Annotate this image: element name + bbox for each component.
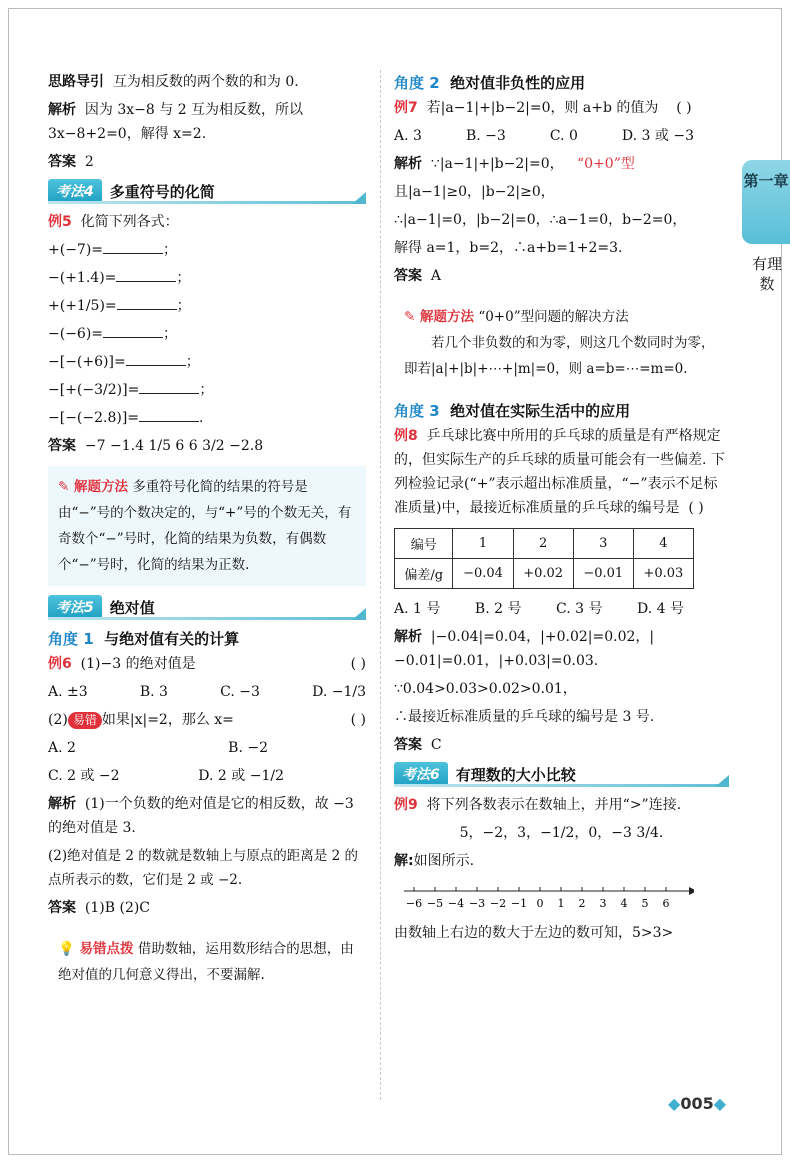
example-6-options: A. ±3 B. 3 C. −3 D. −1/3 xyxy=(48,684,366,700)
axis-tick-label: −3 xyxy=(468,897,486,910)
list-item: −(+1.4)= ； xyxy=(48,270,191,286)
analysis-6b: (2)绝对值是 2 的数就是数轴上与原点的距离是 2 的点所表示的数，它们是 2 或 −2. xyxy=(48,848,358,888)
axis-tick-label: −6 xyxy=(405,897,423,910)
answer-6: 答案 (1)B (2)C xyxy=(48,900,151,916)
example-label: 例5 xyxy=(48,214,72,230)
answer-label: 答案 xyxy=(48,154,76,170)
annotation-note: “0+0”型 xyxy=(577,156,635,172)
left-column xyxy=(48,70,366,1004)
analysis-7: 解析 ∵|a−1|+|b−2|=0， “0+0”型 xyxy=(394,156,635,172)
method-box-2: ✎ 解题方法 “0+0”型问题的解决方法 若几个非负数的和为零，则这几个数同时为零，即若|a|+|b|+⋯+|m|=0，则 a=b=⋯=m=0. xyxy=(394,296,729,390)
example-9: 例9 将下列各数表示在数轴上，并用“>”连接. xyxy=(394,797,682,813)
column-divider xyxy=(380,70,381,1100)
guide-text: 互为相反数的两个数的和为 0. xyxy=(112,74,299,90)
axis-tick-label: 6 xyxy=(662,897,670,910)
angle-2: 角度 2 绝对值非负性的应用 xyxy=(394,74,586,92)
analysis-label: 解析 xyxy=(48,102,76,118)
right-column: 角度 2 绝对值非负性的应用 例7 若|a−1|+|b−2|=0，则 a+b 的值为 ( ) A. 3 B. −3 C. 0 D. 3 或 −3 解析 ∵|a−1|+|b−2|=0， “0+0”型 且|a−1|≥0，|b−2|≥0， ∴|a−1|=0，|b−2|=0，∴a−1=0，b−2=0， 解得 a=1，b=2，∴a+b=1+2=3. 答案 A ✎ 解题方法 “0+0”型问题的解决方法 若几个非负数的和为零，则这几个数同时为零，即若|a|+|b|+⋯+|m|=0，则 a=b=⋯=m=0. 角度 3 绝对值在实际生活中的应用 例8 乒乓球比赛中所用的乒乓球的质量是有严格规定的，但实际生产的乒乓球的质量可能会有一些偏差. 下列检验记录(“+”表示超出标准质量，“−”表示不足标准质量)中，最接近标准质量的乒乓球的编号是 ( ) 编号 1 2 3 4 偏差/g −0.04 +0.02 −0.01 +0.03 A. 1 号 B. 2 号 C. 3 号 D. 4 号 解析 |−0.04|=0.04，|+0.02|=0.02，|−0.01|=0.01，|+0.03|=0.03. ∵0.04>0.03>0.02>0.01， ∴最接近标准质量的乒乓球的编号是 3 号. 答案 C 考法6 有理数的大小比较 例9 将下列各数表示在数轴上，并用“>”连接. 5，−2，3，−1/2，0，−3 3/4. 解:如图所示. −6 −5 −4 −3 −2 −1 0 1 2 3 4 5 6 由数轴上右边的数大于左边的数可知，5>3> xyxy=(394,70,729,949)
angle-3: 角度 3 绝对值在实际生活中的应用 xyxy=(394,402,631,420)
pencil-icon: ✎ xyxy=(58,479,75,495)
axis-tick-label: −4 xyxy=(447,897,465,910)
example-text: 化简下列各式： xyxy=(80,214,179,230)
list-item: −[−(+6)]= ； xyxy=(48,354,200,370)
chapter-tab[interactable]: 第一章 xyxy=(742,160,790,244)
axis-tick-label: 5 xyxy=(641,897,649,910)
solution-tail: 由数轴上右边的数大于左边的数可知，5>3> xyxy=(394,925,674,941)
triangle-icon xyxy=(352,192,366,204)
list-item: −[+(−3/2)]= ； xyxy=(48,382,214,398)
section-title: 多重符号的化简 xyxy=(109,182,215,201)
section-tag: 考法4 xyxy=(48,179,102,203)
axis-tick-label: −1 xyxy=(510,897,528,910)
number-line xyxy=(394,877,694,917)
axis-tick-label: 0 xyxy=(536,897,544,910)
section-k5: 考法5 绝对值 xyxy=(48,594,366,620)
triangle-icon xyxy=(352,608,366,620)
analysis-1 xyxy=(48,98,366,146)
analysis-text: 因为 3x−8 与 2 互为相反数，所以 3x−8+2=0，解得 x=2. xyxy=(48,102,304,142)
triangle-icon xyxy=(715,775,729,787)
error-prone-badge: 易错 xyxy=(68,712,102,729)
answer-text: 2 xyxy=(84,154,94,170)
pencil-icon: ✎ xyxy=(404,309,421,325)
answer-1 xyxy=(48,150,366,174)
axis-tick-label: −2 xyxy=(489,897,507,910)
answer-5: 答案 −7 −1.4 1/5 6 6 3/2 −2.8 xyxy=(48,438,264,454)
guide-label: 思路导引 xyxy=(48,74,104,90)
axis-tick-label: 1 xyxy=(557,897,565,910)
page-number: ◆005◆ xyxy=(668,1094,727,1113)
example-9-numbers: 5，−2，3，−1/2，0，−3 3/4. xyxy=(459,825,664,841)
axis-tick-label: 4 xyxy=(620,897,628,910)
axis-tick-label: −5 xyxy=(426,897,444,910)
section-k6: 考法6 有理数的大小比较 xyxy=(394,761,729,787)
example-7: 例7 若|a−1|+|b−2|=0，则 a+b 的值为 ( ) xyxy=(394,100,692,116)
solution: 解:如图所示. xyxy=(394,853,475,869)
example-6b: (2) 易错 如果|x|=2，那么 x= ( ) xyxy=(48,712,366,728)
tip-box: 💡 易错点拨 借助数轴，运用数形结合的思想，由绝对值的几何意义得出，不要漏解. xyxy=(48,928,366,996)
answer-8: 答案 C xyxy=(394,737,442,753)
analysis-6: 解析 (1)一个负数的绝对值是它的相反数，故 −3 的绝对值是 3. xyxy=(48,796,354,836)
lightbulb-icon: 💡 xyxy=(58,941,80,957)
table-row: 偏差/g −0.04 +0.02 −0.01 +0.03 xyxy=(395,559,694,589)
list-item: +(−7)= ； xyxy=(48,242,178,258)
axis-tick-label: 2 xyxy=(578,897,586,910)
example-6: 例6 (1)−3 的绝对值是 ( ) xyxy=(48,656,366,672)
list-item: −[−(−2.8)]= . xyxy=(48,410,204,426)
example-6b-options-1: A. 2 B. −2 xyxy=(48,740,268,756)
table-row: 编号 1 2 3 4 xyxy=(395,529,694,559)
guide xyxy=(48,70,366,94)
example-5-items xyxy=(48,238,366,430)
list-item: +(+1/5)= ； xyxy=(48,298,191,314)
example-7-options: A. 3 B. −3 C. 0 D. 3 或 −3 xyxy=(394,128,694,144)
answer-7: 答案 A xyxy=(394,268,442,284)
analysis-8: 解析 |−0.04|=0.04，|+0.02|=0.02，|−0.01|=0.01，|+0.03|=0.03. xyxy=(394,629,655,669)
example-8: 例8 乒乓球比赛中所用的乒乓球的质量是有严格规定的，但实际生产的乒乓球的质量可能会有一些偏差. 下列检验记录(“+”表示超出标准质量，“−”表示不足标准质量)中，最接近标准质量的乒乓球的编号是 ( ) xyxy=(394,428,725,516)
example-6b-options-2: C. 2 或 −2 D. 2 或 −1/2 xyxy=(48,768,284,784)
list-item: −(−6)= ； xyxy=(48,326,178,342)
section-k4 xyxy=(48,178,366,204)
example-5 xyxy=(48,210,366,234)
example-8-options: A. 1 号 B. 2 号 C. 3 号 D. 4 号 xyxy=(394,601,684,617)
deviation-table xyxy=(394,528,694,589)
axis-tick-label: 3 xyxy=(599,897,607,910)
angle-1: 角度 1 与绝对值有关的计算 xyxy=(48,630,240,648)
chapter-subtitle: 有理数 xyxy=(752,255,783,293)
method-box-1: ✎ 解题方法 多重符号化简的结果的符号是由“−”号的个数决定的，与“+”号的个数无关，有奇数个“−”号时，化简的结果为负数，有偶数个“−”号时，化简的结果为正数. xyxy=(48,466,366,586)
